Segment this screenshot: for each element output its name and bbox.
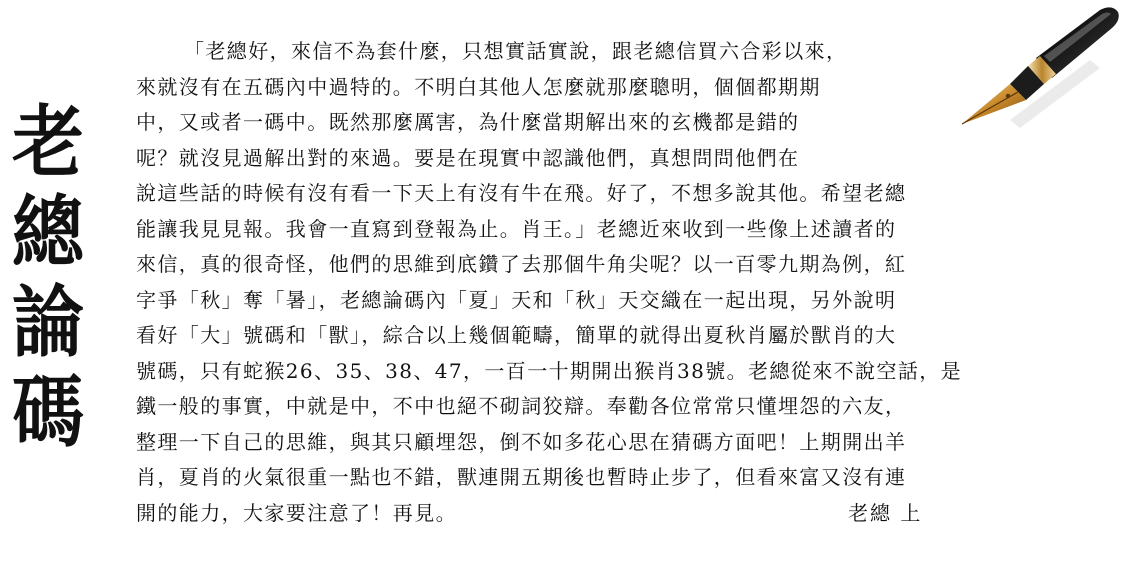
title-char-4: 碼 bbox=[12, 367, 84, 458]
text-line: 號碼，只有蛇猴26、35、38、47，一百一十期開出猴肖38號。老總從來不說空話，是 bbox=[136, 358, 963, 383]
title-char-3: 論 bbox=[12, 277, 84, 368]
last-line bbox=[136, 496, 1041, 532]
text-line: 鐵一般的事實，中就是中，不中也絕不砌詞狡辯。奉勸各位常常只懂埋怨的六友， bbox=[136, 394, 907, 418]
signature: 老總 上 bbox=[848, 500, 923, 525]
title-char-1: 老 bbox=[12, 97, 84, 188]
text-line: 來信，真的很奇怪，他們的思維到底鑽了去那個牛角尖呢？以一百零九期為例，紅 bbox=[136, 252, 907, 276]
text-line: 中，又或者一碼中。既然那麼厲害，為什麼當期解出來的玄機都是錯的 bbox=[136, 110, 800, 134]
text-line: 開的能力，大家要注意了！再見。 bbox=[136, 500, 457, 525]
column-title bbox=[0, 98, 96, 458]
text-line: 肖，夏肖的火氣很重一點也不錯，獸連開五期後也暫時止步了，但看來富又沒有連 bbox=[136, 465, 907, 489]
title-char-2: 總 bbox=[12, 187, 84, 278]
text-line: 能讓我見見報。我會一直寫到登報為止。肖王。」老總近來收到一些像上述讀者的 bbox=[136, 216, 897, 241]
text-line: 字爭「秋」奪「暑」，老總論碼內「夏」天和「秋」天交織在一起出現，另外說明 bbox=[136, 287, 897, 312]
text-line: 說這些話的時候有沒有看一下天上有沒有牛在飛。好了，不想多說其他。希望老總 bbox=[136, 181, 907, 205]
text-line: 「老總好，來信不為套什麼，只想實話實說，跟老總信買六合彩以來， bbox=[184, 39, 848, 63]
text-line: 來就沒有在五碼內中過特的。不明白其他人怎麼就那麼聰明，個個都期期 bbox=[136, 74, 821, 99]
text-line: 整理一下自己的思維，與其只顧埋怨，倒不如多花心思在猜碼方面吧！上期開出羊 bbox=[136, 429, 907, 454]
article-body bbox=[136, 34, 1041, 531]
text-line: 看好「大」號碼和「獸」，綜合以上幾個範疇，簡單的就得出夏秋肖屬於獸肖的大 bbox=[136, 323, 897, 347]
text-line: 呢？就沒見過解出對的來過。要是在現實中認識他們，真想問問他們在 bbox=[136, 145, 800, 170]
